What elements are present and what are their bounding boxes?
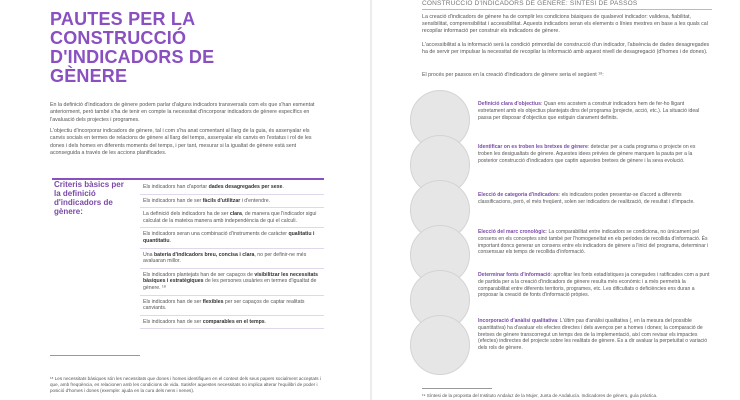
page-header: CONSTRUCCIÓ D'INDICADORS DE GÈNERE: SÍNTESI DE PASSOS <box>422 0 638 7</box>
objective-paragraph: L'objectiu d'incorporar indicadors de gènere, tal i com s'ha anat comentant al llarg de la guia, és assenyalar els canvis socials en termes de relacions de gènere al llarg del temps, assenyalar els canvis en l'estatus i rol de les dones i dels homes en diferents moments del temps, i per tant, mesurar si la igualtat de gènere està sent aconseguida a través de les accions planificades. <box>50 128 312 157</box>
step-5: Determinar fonts d'informació: aprofitar les fonts estadístiques ja conegudes i ratificades com a punt de partida per a la creació d'indicadors de gènere resulta més econòmic i a més permetrà la comparabilitat entre diferents territoris, programes, etc. Les dificultats o deficiències ens duran a proposar la creació de fonts d'informació pròpies. <box>478 272 710 299</box>
title-line: CONSTRUCCIÓ <box>50 28 187 48</box>
footnote: ¹⁸ Les necessitats bàsiques són les necessitats que dones i homes identifiquen en el context dels seus papers socialment acceptats i que, amb freqüència, es relacionen amb les condicions de vida. Satisfer aquestes necessitats no implica alterar l'equilibri de poder i posició d'homes i dones (exemple: ajuda en la cura dels nens i nenes). <box>50 376 321 394</box>
criteria-row: Els indicadors seran una combinació d'instruments de caràcter qualitatiu i quantitatiu. <box>140 228 324 248</box>
page-title <box>50 10 250 86</box>
footnote-rule <box>50 355 140 356</box>
process-paragraph: El procés per passos en la creació d'indicadors de gènere seria el següent ¹⁹: <box>422 72 604 78</box>
step-2: Identificar on es troben les bretxes de gènere: detectar per a cada programa o projecte on es troben les desigualtats de gènere. Aquestes idees prèvies de gènere marquen la pauta per a la posterior construcció d'indicadors que captin aquestes bretxes de gènere i la seva evolució. <box>478 144 696 164</box>
criteria-list <box>140 181 324 329</box>
criteria-row: Els indicadors plantejats han de ser capaços de visibilitzar les necessitats bàsiques i estratègiques de les persones usuàries en termes d'igualtat de gènere. ¹⁸ <box>140 269 324 296</box>
step-4: Elecció del marc cronològic: La comparabilitat entre indicadors se condiciona, no únicament pel consens en els conceptes sinó també per l'homogeneïtat en els períodes de recollida d'informació. És important doncs generar un consens entre els indicadors de gènere a l'inici del programa, determinar i consensuar els temps de recollida d'informació. <box>478 229 709 256</box>
step-1: Definició clara d'objectius: Quan ens acostem a construir indicadors hem de fer-ho lligant estretament amb els objectius plantejats dins del programa (projecte, acció, etc.). La situació ideal passa per disposar d'objectius que estiguin clarament definits. <box>478 101 700 121</box>
footnote: ¹⁹ Síntesi de la proposta del Instituto Andaluz de la Mujer, Junta de Andalucía. Indicadores de género, guía práctica. <box>422 393 658 398</box>
title-line: PAUTES PER LA <box>50 9 196 29</box>
intro-paragraph: La creació d'indicadors de gènere ha de complir les condicions bàsiques de qualsevol indicador: validesa, fiabilitat, sensibilitat, comprensibilitat i accessibilitat. Aquests indicadors seran els elements o línies mestres en base a les quals cal recopilar informació per construir els indicadors de gènere. <box>422 14 708 35</box>
right-page <box>372 0 740 400</box>
title-line: GÈNERE <box>50 66 128 86</box>
criteria-row: Els indicadors han de ser flexibles per ser capaços de captar realitats canviants. <box>140 296 324 316</box>
intro-paragraph: En la definició d'indicadors de gènere podem parlar d'alguns indicadors transversals com els que s'han esmentat anteriorment, però també s'ha de tenir en compte la necessitat d'incorporar indicadors de gènere específics en l'avaluació dels projectes i programes. <box>50 102 315 123</box>
title-line: D'INDICADORS DE <box>50 47 215 67</box>
step-6: Incorporació d'anàlisi qualitativa: L'últim pas d'anàlisi qualitativa (, en la mesura del possible quantitativa) ha d'avaluar els efectes directes i dels avenços per a homes i dones; la comparació de bretxes de gènere transcorregut un temps des de la implementació, així com revisar els impactes (efectes) indirectes del projecte sobre les realitats de gènere. Es a dir avaluar la perpetuïtat o variació dels rols de gènere. <box>478 318 708 352</box>
criteria-row: Els indicadors han de ser comparables en el temps. <box>140 316 324 330</box>
footnote-rule <box>422 388 492 389</box>
criteria-row: La definició dels indicadors ha de ser clara, de manera que l'indicador sigui calculat de la mateixa manera amb independència de qui el calculi. <box>140 208 324 228</box>
criteria-row: Els indicadors han d'aportar dades desagregades per sexe. <box>140 181 324 195</box>
step-circle <box>410 315 470 375</box>
header-rule <box>422 9 712 10</box>
criteria-row: Els indicadors han de ser fàcils d'utilitzar i d'entendre. <box>140 195 324 209</box>
criteria-row: Una bateria d'indicadors breu, concisa i clara, no per definir-ne més avaluaran millor. <box>140 249 324 269</box>
step-3: Elecció de categoria d'indicadors: els indicadors poden presentar-se d'acord a diferents classificacions, però, el més freqüent, solen ser indicadors de realització, de resultat i d'impacte. <box>478 192 695 205</box>
accessibility-paragraph: L'accessibilitat a la informació serà la condició primordial de construcció d'un indicador, l'absència de dades desagregades ha de servir per impulsar la necessitat de recopilar la informació amb aquest nivell de desagregació (d'homes i de dones). <box>422 42 710 56</box>
criteria-heading: Criteris bàsics per la definició d'indicadors de gènere: <box>54 180 124 216</box>
